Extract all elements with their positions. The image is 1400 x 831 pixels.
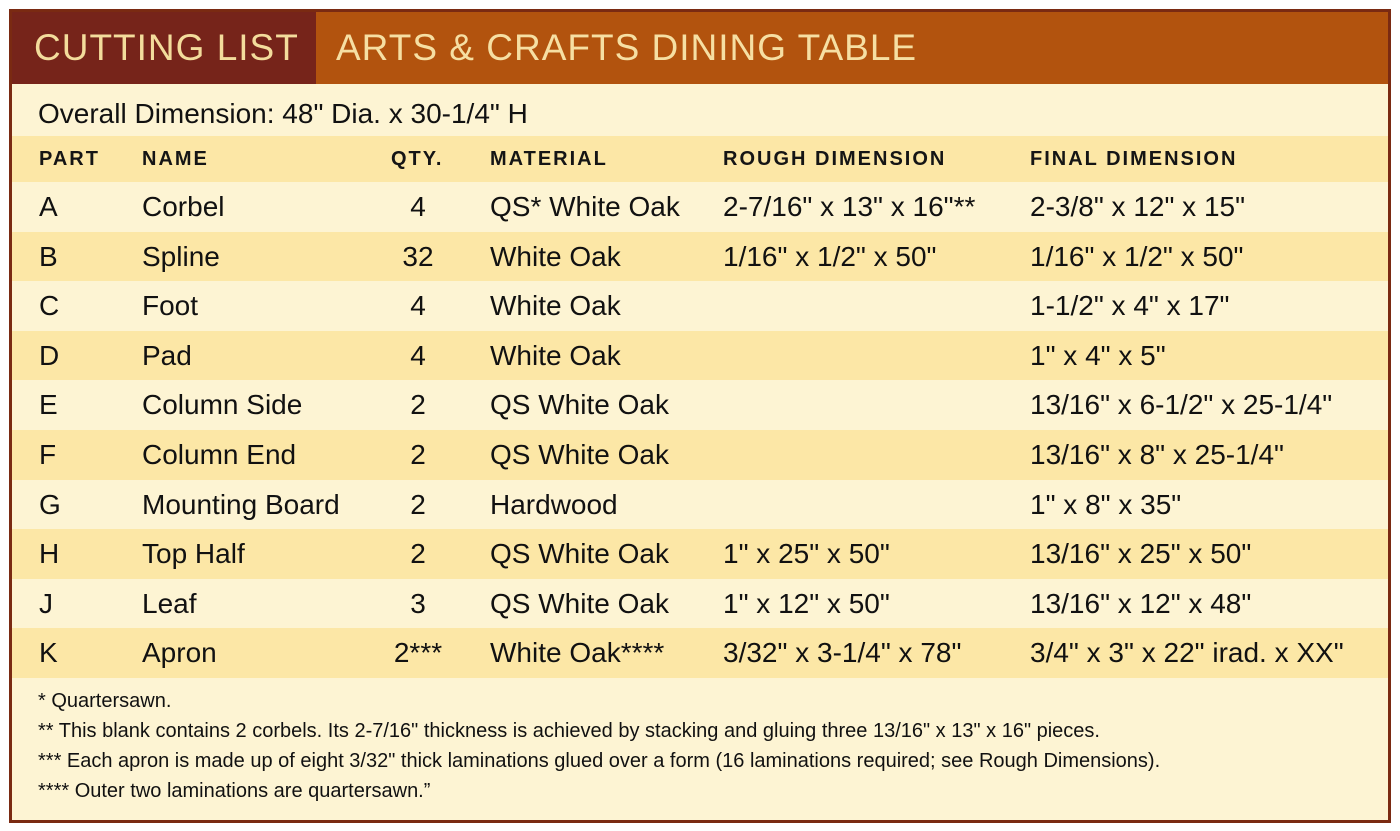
overall-dimension: Overall Dimension: 48" Dia. x 30-1/4" H — [38, 98, 528, 129]
cutting-list-panel — [9, 9, 1391, 823]
header-right-title: ARTS & CRAFTS DINING TABLE — [316, 12, 1388, 84]
cell-qty: 4 — [410, 290, 426, 322]
cell-name: Spline — [142, 240, 220, 272]
cell-material: QS White Oak — [490, 538, 669, 570]
column-header-rough-dimension: ROUGH DIMENSION — [723, 148, 947, 170]
table-row — [12, 232, 1388, 282]
cell-material: Hardwood — [490, 488, 618, 520]
table-row — [12, 430, 1388, 480]
cell-part: C — [39, 290, 60, 322]
cell-final-dimension: 1" x 8" x 35" — [1030, 488, 1182, 520]
cell-material: QS White Oak — [490, 587, 669, 619]
cell-rough-dimension: 2-7/16" x 13" x 16"** — [723, 191, 976, 222]
cell-part: B — [39, 240, 58, 272]
cell-part: A — [39, 191, 58, 222]
cell-final-dimension: 1-1/2" x 4" x 17" — [1030, 290, 1230, 322]
cell-qty: 4 — [410, 339, 426, 371]
cell-qty: 2 — [410, 538, 426, 570]
cell-qty: 4 — [410, 191, 426, 222]
column-header-material: MATERIAL — [490, 148, 608, 170]
cell-name: Column End — [142, 439, 297, 470]
cell-part: H — [39, 538, 60, 570]
cell-name: Mounting Board — [142, 488, 340, 520]
table-row — [12, 480, 1388, 530]
cell-final-dimension: 1/16" x 1/2" x 50" — [1030, 240, 1244, 272]
cell-name: Column Side — [142, 389, 303, 421]
column-header-part: PART — [39, 148, 100, 170]
cell-qty: 2 — [410, 439, 426, 470]
table-row — [12, 579, 1388, 629]
table-row — [12, 628, 1388, 678]
cell-part: D — [39, 339, 60, 371]
cell-qty: 2 — [410, 488, 426, 520]
cell-material: QS White Oak — [490, 439, 669, 470]
cell-final-dimension: 1" x 4" x 5" — [1030, 339, 1166, 371]
table-header-row — [12, 136, 1388, 182]
footnotes — [38, 686, 1160, 806]
cell-part: J — [39, 587, 53, 619]
column-header-name: NAME — [142, 148, 209, 170]
cell-material: QS* White Oak — [490, 191, 680, 222]
cell-material: White Oak**** — [490, 637, 665, 669]
column-header-final-dimension: FINAL DIMENSION — [1030, 148, 1238, 170]
cell-qty: 3 — [410, 587, 426, 619]
cell-material: White Oak — [490, 290, 621, 322]
cell-name: Pad — [142, 339, 192, 371]
cell-name: Corbel — [142, 191, 225, 222]
cell-final-dimension: 13/16" x 8" x 25-1/4" — [1030, 439, 1284, 470]
cell-name: Apron — [142, 637, 217, 669]
cell-part: E — [39, 389, 58, 421]
cell-name: Top Half — [142, 538, 245, 570]
footnote: *** Each apron is made up of eight 3/32" thick laminations glued over a form (16 laminations required; see Rough Dimensions). — [38, 750, 1161, 772]
cell-final-dimension: 13/16" x 12" x 48" — [1030, 587, 1252, 619]
cell-qty: 32 — [402, 240, 434, 272]
cell-material: White Oak — [490, 240, 621, 272]
cell-material: QS White Oak — [490, 389, 669, 421]
cell-rough-dimension: 3/32" x 3-1/4" x 78" — [723, 637, 962, 669]
cell-rough-dimension: 1" x 12" x 50" — [723, 587, 890, 619]
table-row — [12, 380, 1388, 430]
cell-part: F — [39, 439, 57, 470]
footnote: * Quartersawn. — [38, 690, 172, 712]
table-row — [12, 331, 1388, 381]
cell-part: K — [39, 637, 58, 669]
cell-qty: 2*** — [393, 637, 443, 669]
cell-part: G — [39, 488, 61, 520]
cell-final-dimension: 2-3/8" x 12" x 15" — [1030, 191, 1246, 222]
cell-rough-dimension: 1" x 25" x 50" — [723, 538, 890, 570]
column-header-qty: QTY. — [391, 148, 444, 170]
header-left-title: CUTTING LIST — [12, 12, 316, 84]
cell-name: Leaf — [142, 587, 197, 619]
table-row — [12, 281, 1388, 331]
cell-final-dimension: 13/16" x 25" x 50" — [1030, 538, 1252, 570]
table-row — [12, 182, 1388, 232]
cell-qty: 2 — [410, 389, 426, 421]
cell-rough-dimension: 1/16" x 1/2" x 50" — [723, 240, 937, 272]
cell-final-dimension: 3/4" x 3" x 22" irad. x XX" — [1030, 637, 1344, 669]
cell-final-dimension: 13/16" x 6-1/2" x 25-1/4" — [1030, 389, 1333, 421]
header-bar — [12, 12, 1388, 84]
footnote: **** Outer two laminations are quartersawn.” — [38, 780, 431, 802]
cell-name: Foot — [142, 290, 199, 322]
cell-material: White Oak — [490, 339, 621, 371]
table-row — [12, 529, 1388, 579]
footnote: ** This blank contains 2 corbels. Its 2-7/16" thickness is achieved by stacking and gluing three 13/16" x 13" x 16" pieces. — [38, 720, 1100, 742]
